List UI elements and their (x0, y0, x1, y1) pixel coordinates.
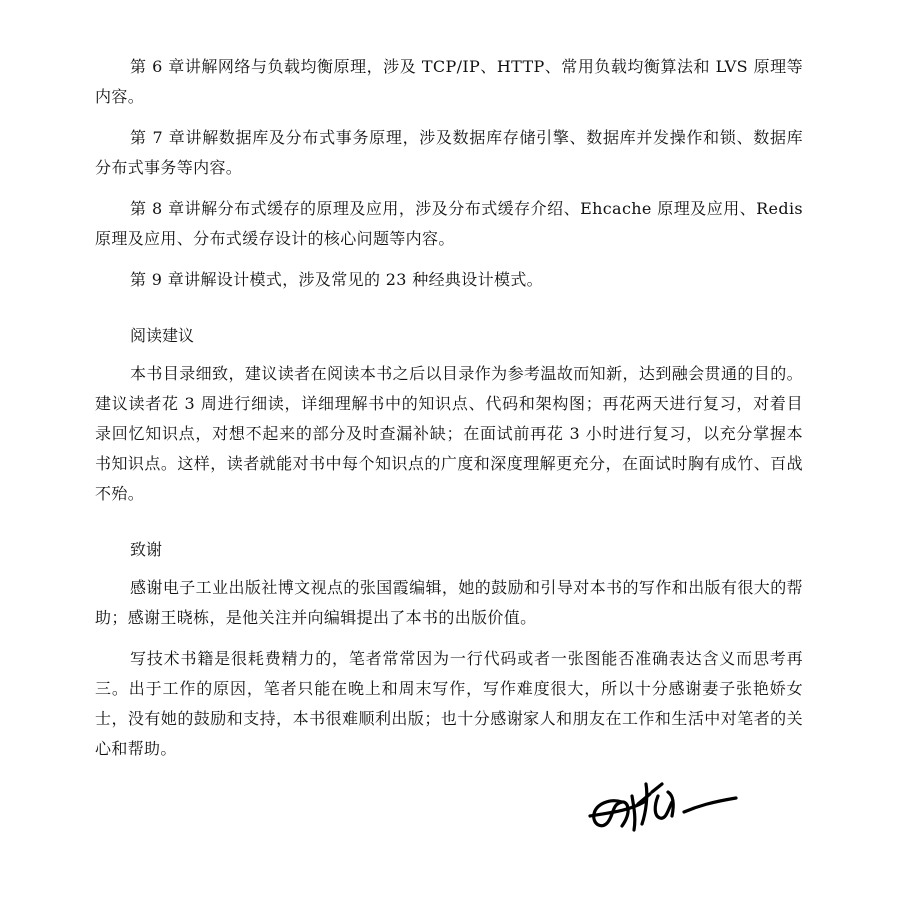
chapter-summaries (95, 52, 803, 295)
page-content (95, 52, 803, 775)
reading-advice-section (95, 321, 803, 509)
chapter-7-summary: 第 7 章讲解数据库及分布式事务原理，涉及数据库存储引擎、数据库并发操作和锁、数据库分布式事务等内容。 (95, 128, 803, 177)
acknowledgements-section (95, 535, 803, 764)
acknowledgements-paragraph-1: 感谢电子工业出版社博文视点的张国霞编辑，她的鼓励和引导对本书的写作和出版有很大的帮助；感谢王晓栋，是他关注并向编辑提出了本书的出版价值。 (95, 578, 803, 627)
handwritten-signature-icon (588, 772, 738, 842)
acknowledgements-heading: 致谢 (130, 540, 163, 559)
chapter-6-summary: 第 6 章讲解网络与负载均衡原理，涉及 TCP/IP、HTTP、常用负载均衡算法和 LVS 原理等内容。 (95, 57, 803, 106)
chapter-8-summary: 第 8 章讲解分布式缓存的原理及应用，涉及分布式缓存介绍、Ehcache 原理及应用、Redis 原理及应用、分布式缓存设计的核心问题等内容。 (95, 199, 803, 248)
reading-advice-paragraph: 本书目录细致，建议读者在阅读本书之后以目录作为参考温故而知新，达到融会贯通的目的。建议读者花 3 周进行细读，详细理解书中的知识点、代码和架构图；再花两天进行复习，对着目录回忆知识点，对想不起来的部分及时查漏补缺；在面试前再花 3 小时进行复习，以充分掌握本书知识点。这样，读者就能对书中每个知识点的广度和深度理解更充分，在面试时胸有成竹、百战不殆。 (95, 364, 803, 503)
chapter-9-summary: 第 9 章讲解设计模式，涉及常见的 23 种经典设计模式。 (130, 270, 544, 289)
acknowledgements-paragraph-2: 写技术书籍是很耗费精力的，笔者常常因为一行代码或者一张图能否准确表达含义而思考再三。出于工作的原因，笔者只能在晚上和周末写作，写作难度很大，所以十分感谢妻子张艳娇女士，没有她的鼓励和支持，本书很难顺利出版；也十分感谢家人和朋友在工作和生活中对笔者的关心和帮助。 (95, 649, 803, 758)
reading-advice-heading: 阅读建议 (130, 326, 195, 345)
